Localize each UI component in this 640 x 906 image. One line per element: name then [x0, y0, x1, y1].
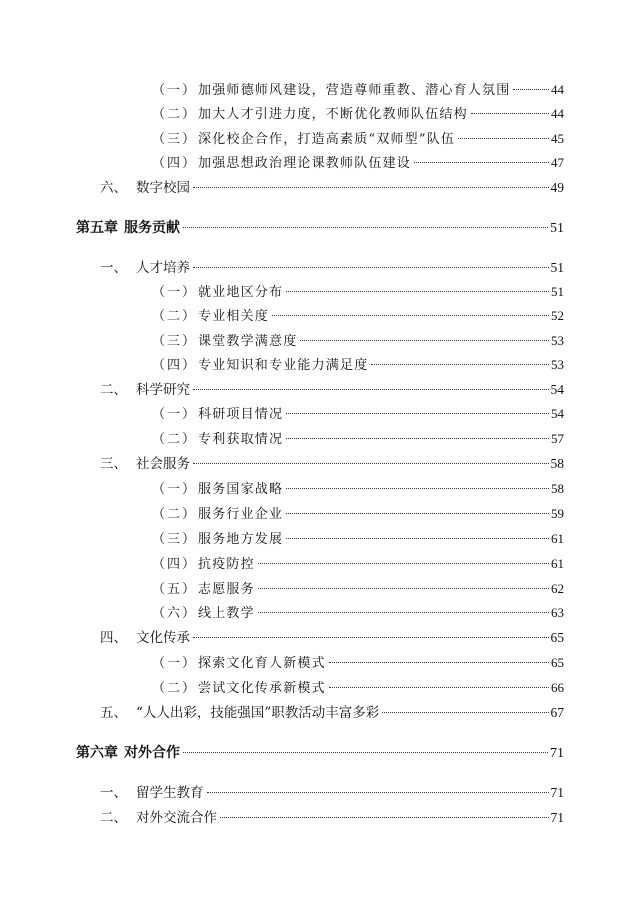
dot-leader [258, 563, 549, 564]
toc-entry-title: 抗疫防控 [198, 557, 255, 572]
toc-entry-page-number: 44 [551, 82, 564, 97]
toc-section-entry [100, 783, 564, 803]
dot-leader [272, 315, 549, 316]
toc-entry-page-number: 61 [551, 556, 564, 571]
toc-entry-page-number: 44 [551, 106, 564, 121]
toc-entry-page-number: 51 [550, 221, 564, 236]
toc-subsection-entry [152, 306, 564, 326]
toc-subsection-entry [152, 355, 564, 375]
toc-subsection-entry [152, 80, 564, 100]
dot-leader [286, 538, 549, 539]
toc-entry-title: “人人出彩，技能强国”职教活动丰富多彩 [136, 705, 380, 721]
toc-entry-title: 探索文化育人新模式 [198, 656, 326, 671]
toc-entry-number: （二） [152, 681, 198, 696]
dot-leader [193, 267, 549, 268]
dot-leader [471, 113, 549, 114]
toc-entry-number: （三） [152, 532, 198, 547]
toc-subsection-entry [152, 282, 564, 302]
toc-subsection-entry [152, 404, 564, 424]
toc-entry-number: （二） [152, 507, 198, 522]
toc-entry-title: 深化校企合作，打造高素质“双师型”队伍 [198, 132, 456, 147]
toc-entry-page-number: 62 [551, 581, 564, 596]
toc-entry-title: 服务行业企业 [198, 507, 284, 522]
toc-entry-page-number: 53 [551, 357, 564, 372]
toc-entry-page-number: 66 [551, 680, 564, 695]
toc-chapter-entry [76, 218, 564, 238]
toc-entry-title: 对外合作 [124, 745, 180, 761]
toc-entry-page-number: 65 [550, 630, 564, 645]
toc-entry-number: 第五章 [76, 220, 118, 236]
toc-entry-title: 尝试文化传承新模式 [198, 681, 326, 696]
toc-entry-number: 六、 [100, 180, 127, 196]
toc-entry-number: （一） [152, 407, 198, 422]
dot-leader [286, 413, 549, 414]
toc-entry-number: （二） [152, 309, 198, 324]
toc-entry-title: 专业知识和专业能力满足度 [198, 358, 369, 373]
toc-subsection-entry [152, 429, 564, 449]
toc-entry-number: （二） [152, 432, 198, 447]
toc-entry-number: （四） [152, 156, 198, 171]
dot-leader [286, 438, 549, 439]
toc-entry-number: 二、 [100, 810, 127, 826]
toc-entry-number: （三） [152, 334, 198, 349]
toc-subsection-entry [152, 529, 564, 549]
toc-entry-title: 课堂教学满意度 [198, 334, 298, 349]
toc-entry-title: 加强师德师风建设，营造尊师重教、潜心育人氛围 [198, 83, 511, 98]
toc-entry-title: 专业相关度 [198, 309, 270, 324]
toc-subsection-entry [152, 153, 564, 173]
toc-entry-page-number: 45 [551, 131, 564, 146]
toc-entry-page-number: 58 [550, 456, 564, 471]
toc-entry-title: 对外交流合作 [136, 810, 217, 826]
toc-section-entry [100, 380, 564, 400]
toc-entry-number: （一） [152, 83, 198, 98]
toc-entry-title: 人才培养 [136, 260, 190, 276]
toc-entry-number: （五） [152, 582, 198, 597]
dot-leader [258, 588, 549, 589]
toc-entry-page-number: 71 [550, 785, 564, 800]
toc-subsection-entry [152, 678, 564, 698]
toc-entry-page-number: 71 [550, 746, 564, 761]
toc-entry-title: 专利获取情况 [198, 432, 284, 447]
toc-entry-page-number: 52 [551, 308, 564, 323]
toc-entry-number: 五、 [100, 705, 127, 721]
toc-entry-page-number: 49 [550, 180, 564, 195]
toc-subsection-entry [152, 554, 564, 574]
dot-leader [300, 340, 549, 341]
toc-entry-title: 服务贡献 [124, 220, 180, 236]
toc-entry-title: 加大人才引进力度，不断优化教师队伍结构 [198, 107, 468, 122]
toc-entry-page-number: 54 [551, 406, 564, 421]
dot-leader [286, 488, 549, 489]
toc-chapter-entry [76, 743, 564, 763]
toc-entry-number: （二） [152, 107, 198, 122]
dot-leader [193, 389, 549, 390]
toc-entry-title: 科研项目情况 [198, 407, 284, 422]
toc-subsection-entry [152, 504, 564, 524]
dot-leader [220, 817, 549, 818]
toc-entry-page-number: 63 [551, 605, 564, 620]
toc-entry-page-number: 59 [551, 506, 564, 521]
toc-entry-page-number: 67 [550, 705, 564, 720]
toc-entry-title: 留学生教育 [136, 785, 204, 801]
toc-entry-title: 线上教学 [198, 606, 255, 621]
toc-section-entry [100, 628, 564, 648]
toc-entry-page-number: 71 [550, 810, 564, 825]
toc-entry-page-number: 53 [551, 333, 564, 348]
toc-entry-number: 一、 [100, 785, 127, 801]
toc-subsection-entry [152, 603, 564, 623]
toc-section-entry [100, 454, 564, 474]
dot-leader [193, 463, 549, 464]
dot-leader [329, 687, 549, 688]
toc-entry-page-number: 58 [551, 481, 564, 496]
toc-section-entry [100, 258, 564, 278]
dot-leader [329, 662, 549, 663]
dot-leader [513, 89, 549, 90]
toc-entry-page-number: 47 [551, 155, 564, 170]
toc-section-entry [100, 808, 564, 828]
dot-leader [258, 612, 549, 613]
toc-entry-page-number: 51 [551, 284, 564, 299]
dot-leader [286, 291, 549, 292]
toc-subsection-entry [152, 104, 564, 124]
dot-leader [371, 364, 549, 365]
toc-entry-page-number: 54 [550, 382, 564, 397]
toc-subsection-entry [152, 479, 564, 499]
dot-leader [382, 712, 548, 713]
toc-entry-title: 志愿服务 [198, 582, 255, 597]
dot-leader [414, 162, 549, 163]
toc-entry-title: 科学研究 [136, 382, 190, 398]
toc-entry-number: （一） [152, 482, 198, 497]
toc-entry-number: 二、 [100, 382, 127, 398]
toc-entry-number: 第六章 [76, 745, 118, 761]
toc-section-entry [100, 703, 564, 723]
toc-entry-title: 服务国家战略 [198, 482, 284, 497]
dot-leader [183, 752, 548, 753]
toc-entry-page-number: 65 [551, 655, 564, 670]
toc-entry-number: （六） [152, 606, 198, 621]
toc-entry-number: （四） [152, 358, 198, 373]
toc-entry-title: 就业地区分布 [198, 285, 284, 300]
toc-entry-number: （一） [152, 656, 198, 671]
toc-subsection-entry [152, 579, 564, 599]
toc-entry-title: 加强思想政治理论课教师队伍建设 [198, 156, 412, 171]
toc-entry-number: 一、 [100, 260, 127, 276]
toc-section-entry [100, 178, 564, 198]
toc-entry-number: 三、 [100, 456, 127, 472]
toc-entry-page-number: 51 [550, 260, 564, 275]
dot-leader [193, 637, 549, 638]
dot-leader [458, 138, 549, 139]
dot-leader [286, 513, 549, 514]
toc-subsection-entry [152, 331, 564, 351]
toc-entry-number: （一） [152, 285, 198, 300]
toc-subsection-entry [152, 653, 564, 673]
toc-entry-page-number: 61 [551, 531, 564, 546]
toc-entry-number: 四、 [100, 630, 127, 646]
toc-entry-page-number: 57 [551, 431, 564, 446]
toc-subsection-entry [152, 129, 564, 149]
dot-leader [193, 187, 549, 188]
toc-entry-title: 文化传承 [136, 630, 190, 646]
toc-entry-title: 数字校园 [136, 180, 190, 196]
toc-entry-number: （四） [152, 557, 198, 572]
dot-leader [207, 792, 549, 793]
toc-entry-number: （三） [152, 132, 198, 147]
toc-entry-title: 社会服务 [136, 456, 190, 472]
dot-leader [183, 227, 548, 228]
toc-entry-title: 服务地方发展 [198, 532, 284, 547]
